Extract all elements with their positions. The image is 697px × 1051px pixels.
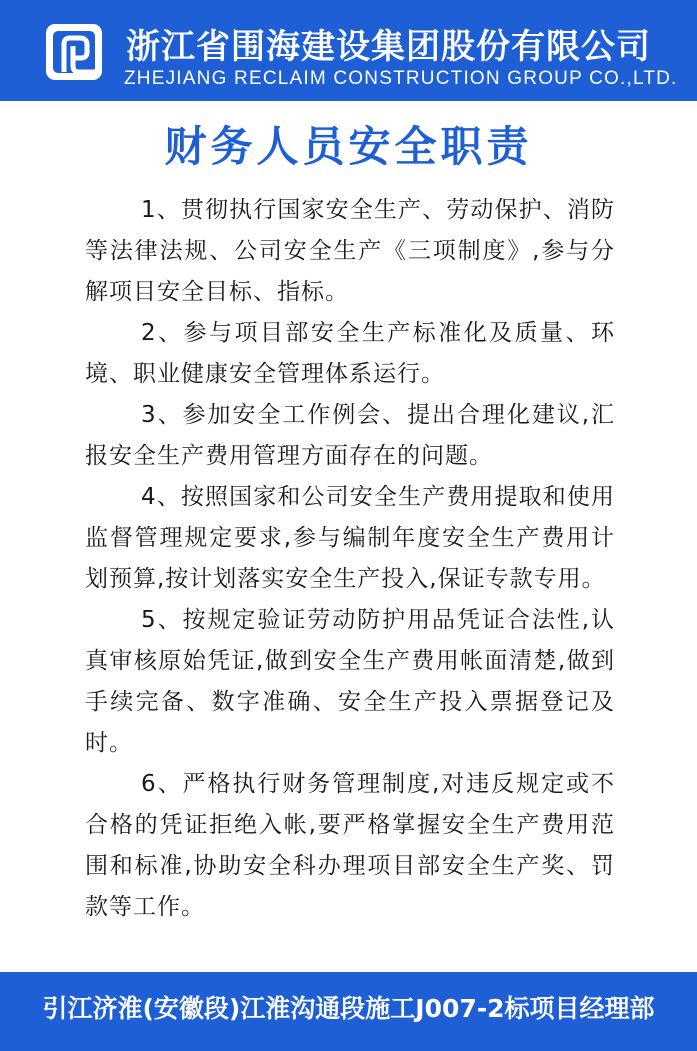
responsibility-item-1: 1、贯彻执行国家安全生产、劳动保护、消防等法律法规、公司安全生产《三项制度》,参与分解项目安全目标、指标。 [85, 197, 615, 305]
company-name-cn: 浙江省围海建设集团股份有限公司 [126, 27, 651, 67]
page-title: 财务人员安全职责 [164, 122, 533, 171]
responsibility-item-2: 2、参与项目部安全生产标准化及质量、环境、职业健康安全管理体系运行。 [85, 320, 615, 387]
footer-banner [0, 972, 697, 1051]
responsibility-item-3: 3、参加安全工作例会、提出合理化建议,汇报安全生产费用管理方面存在的问题。 [85, 402, 615, 469]
footer-project-name: 引江济淮(安徽段)江淮沟通段施工J007-2标项目经理部 [42, 994, 655, 1023]
responsibility-item-4: 4、按照国家和公司安全生产费用提取和使用监督管理规定要求,参与编制年度安全生产费用计划预算,按计划落实安全生产投入,保证专款专用。 [85, 484, 615, 592]
responsibility-item-5: 5、按规定验证劳动防护用品凭证合法性,认真审核原始凭证,做到安全生产费用帐面清楚,做到手续完备、数字准确、安全生产投入票据登记及时。 [85, 607, 615, 756]
header-banner [0, 0, 697, 101]
responsibility-item-6: 6、严格执行财务管理制度,对违反规定或不合格的凭证拒绝入帐,要严格掌握安全生产费用范围和标准,协助安全科办理项目部安全生产奖、罚款等工作。 [85, 771, 615, 920]
company-logo-icon [44, 22, 104, 82]
company-name-en: ZHEJIANG RECLAIM CONSTRUCTION GROUP CO.,LTD. [124, 68, 678, 89]
responsibilities-list [85, 190, 615, 928]
